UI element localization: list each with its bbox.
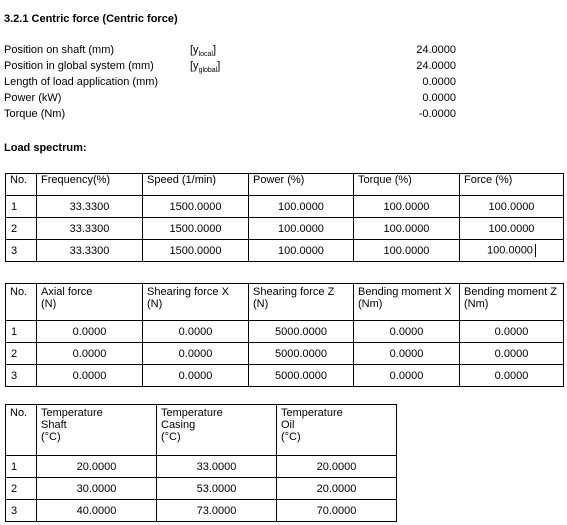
load-spectrum-label: Load spectrum: xyxy=(4,142,87,154)
table-row xyxy=(6,321,564,343)
table-cell: 2 xyxy=(6,478,37,500)
property-value: 24.0000 xyxy=(416,44,456,56)
table-row xyxy=(6,240,564,262)
table-cell[interactable]: 30.0000 xyxy=(37,478,157,500)
table-cell[interactable]: 0.0000 xyxy=(37,343,143,365)
properties-list xyxy=(4,44,464,124)
property-symbol: $[y_{global}]$ xyxy=(190,60,221,75)
table-cell: 1 xyxy=(6,456,37,478)
table-cell[interactable]: 0.0000 xyxy=(37,321,143,343)
property-row xyxy=(4,76,464,92)
table-cell[interactable]: 0.0000 xyxy=(460,343,564,365)
table-cell[interactable]: 5000.0000 xyxy=(249,321,354,343)
table-cell[interactable]: 33.3300 xyxy=(37,196,143,218)
table-cell[interactable]: 20.0000 xyxy=(37,456,157,478)
temperature-table xyxy=(5,404,397,522)
column-header: Speed (1/min) xyxy=(143,174,249,196)
table-cell[interactable]: 0.0000 xyxy=(460,321,564,343)
column-header: Bending moment Z (Nm) xyxy=(460,284,564,321)
property-row xyxy=(4,92,464,108)
property-label: Power (kW) xyxy=(4,92,62,104)
property-value: 0.0000 xyxy=(422,76,456,88)
property-row xyxy=(4,108,464,124)
table-cell[interactable]: 0.0000 xyxy=(354,365,460,387)
table-row xyxy=(6,196,564,218)
table-cell: 3 xyxy=(6,240,37,262)
column-header: Torque (%) xyxy=(354,174,460,196)
column-header: Force (%) xyxy=(460,174,564,196)
table-cell[interactable]: 1500.0000 xyxy=(143,218,249,240)
table-cell[interactable]: 40.0000 xyxy=(37,500,157,522)
table-cell[interactable]: 1500.0000 xyxy=(143,240,249,262)
table-cell[interactable]: 33.0000 xyxy=(157,456,277,478)
column-header: No. xyxy=(6,405,37,456)
column-header: No. xyxy=(6,284,37,321)
column-header: Temperature Shaft (°C) xyxy=(37,405,157,456)
table-cell[interactable]: 0.0000 xyxy=(460,365,564,387)
table-cell: 3 xyxy=(6,500,37,522)
property-value: -0.0000 xyxy=(418,108,456,120)
column-header: Axial force (N) xyxy=(37,284,143,321)
table-cell[interactable] xyxy=(460,240,564,262)
property-label: Torque (Nm) xyxy=(4,108,66,120)
property-value: 0.0000 xyxy=(422,92,456,104)
table-cell[interactable]: 20.0000 xyxy=(277,478,397,500)
column-header: Power (%) xyxy=(249,174,354,196)
table-cell[interactable]: 20.0000 xyxy=(277,456,397,478)
table-cell[interactable]: 0.0000 xyxy=(37,365,143,387)
table-cell[interactable]: 33.3300 xyxy=(37,218,143,240)
table-cell[interactable]: 100.0000 xyxy=(249,196,354,218)
property-label: Length of load application (mm) xyxy=(4,76,159,88)
column-header: No. xyxy=(6,174,37,196)
table-cell[interactable]: 70.0000 xyxy=(277,500,397,522)
table-row xyxy=(6,218,564,240)
forces-table xyxy=(5,283,564,387)
table-cell[interactable]: 100.0000 xyxy=(460,196,564,218)
table-header-row xyxy=(6,174,564,196)
table-row xyxy=(6,478,397,500)
table-header-row xyxy=(6,405,397,456)
table-row xyxy=(6,500,397,522)
property-value: 24.0000 xyxy=(416,60,456,72)
property-label: Position in global system (mm) xyxy=(4,60,154,72)
table-cell[interactable]: 53.0000 xyxy=(157,478,277,500)
column-header: Temperature Casing (°C) xyxy=(157,405,277,456)
column-header: Temperature Oil (°C) xyxy=(277,405,397,456)
table-cell[interactable]: 100.0000 xyxy=(249,218,354,240)
table-cell[interactable]: 0.0000 xyxy=(143,343,249,365)
column-header: Shearing force Z (N) xyxy=(249,284,354,321)
column-header: Frequency(%) xyxy=(37,174,143,196)
load-spectrum-table xyxy=(5,173,564,262)
table-cell: 1 xyxy=(6,321,37,343)
table-cell[interactable]: 100.0000 xyxy=(249,240,354,262)
table-cell: 2 xyxy=(6,218,37,240)
table-cell[interactable]: 5000.0000 xyxy=(249,343,354,365)
property-label: Position on shaft (mm) xyxy=(4,44,115,56)
table-cell[interactable]: 100.0000 xyxy=(354,218,460,240)
table-cell[interactable]: 100.0000 xyxy=(354,240,460,262)
table-cell[interactable]: 5000.0000 xyxy=(249,365,354,387)
table-cell: 2 xyxy=(6,343,37,365)
table-cell[interactable]: 73.0000 xyxy=(157,500,277,522)
table-cell[interactable]: 1500.0000 xyxy=(143,196,249,218)
table-cell[interactable]: 33.3300 xyxy=(37,240,143,262)
property-symbol: $[y_{local}]$ xyxy=(190,44,217,59)
table-cell[interactable]: 0.0000 xyxy=(143,365,249,387)
section-title: 3.2.1 Centric force (Centric force) xyxy=(4,13,178,25)
table-cell[interactable]: 0.0000 xyxy=(354,343,460,365)
column-header: Bending moment X (Nm) xyxy=(354,284,460,321)
property-row xyxy=(4,44,464,60)
table-row xyxy=(6,456,397,478)
table-header-row xyxy=(6,284,564,321)
table-cell[interactable]: 100.0000 xyxy=(354,196,460,218)
table-row xyxy=(6,343,564,365)
table-cell: 1 xyxy=(6,196,37,218)
cell-value: 100.0000 xyxy=(487,244,533,257)
table-cell[interactable]: 100.0000 xyxy=(460,218,564,240)
table-row xyxy=(6,365,564,387)
table-cell: 3 xyxy=(6,365,37,387)
table-cell[interactable]: 0.0000 xyxy=(354,321,460,343)
column-header: Shearing force X (N) xyxy=(143,284,249,321)
property-row xyxy=(4,60,464,76)
text-cursor xyxy=(535,244,536,257)
table-cell[interactable]: 0.0000 xyxy=(143,321,249,343)
